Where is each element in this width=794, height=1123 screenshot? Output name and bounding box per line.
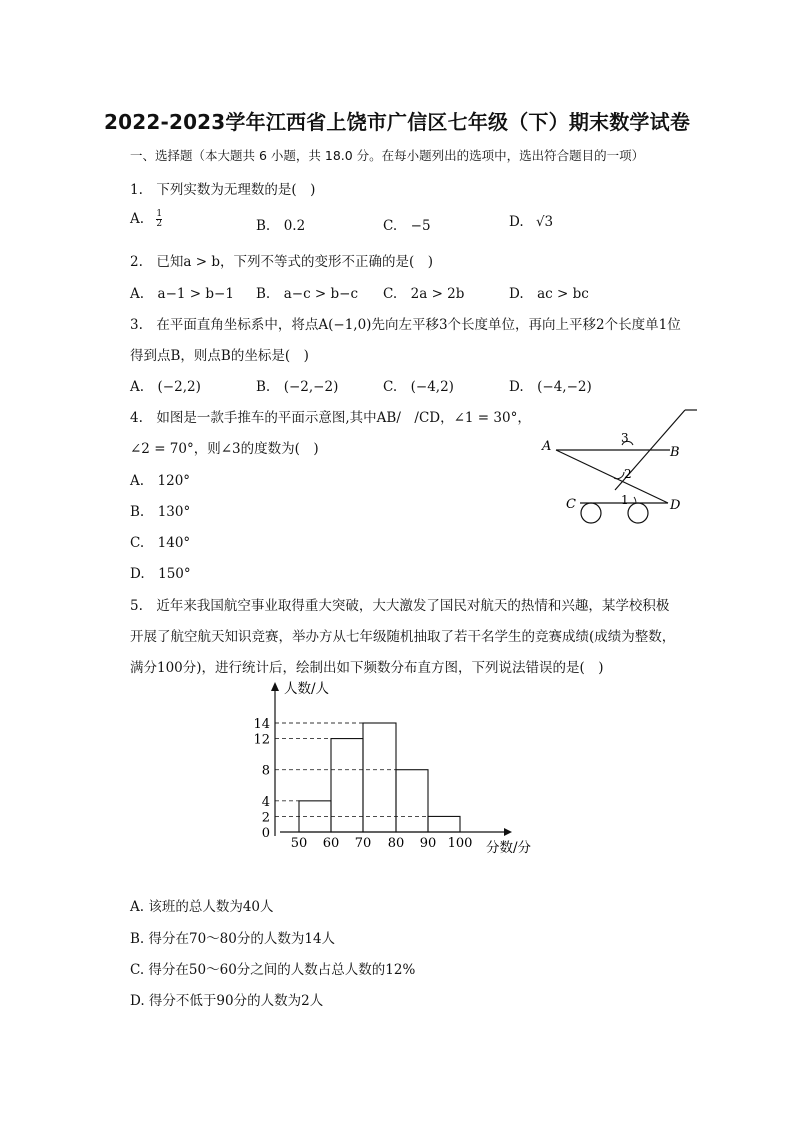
y-tick-labels <box>253 717 270 841</box>
cart-figure <box>530 400 700 530</box>
angle-1-arc <box>634 497 636 503</box>
q1-fraction-den: 2 <box>156 219 163 229</box>
q3-option-b[interactable]: B. (−2,−2) <box>256 379 339 395</box>
x-tick-70: 70 <box>354 836 372 851</box>
q1-option-a[interactable] <box>130 210 162 229</box>
y-tick-0: 0 <box>261 826 270 841</box>
y-tick-14: 14 <box>253 717 270 732</box>
q3-option-c[interactable]: C. (−4,2) <box>383 379 454 395</box>
q1-option-d-label: D. <box>509 214 524 230</box>
q4-option-b[interactable]: B. 130° <box>130 504 191 520</box>
x-tick-80: 80 <box>387 836 405 851</box>
q1-sqrt: √3 <box>535 214 554 230</box>
y-tick-12: 12 <box>253 732 270 748</box>
y-tick-4: 4 <box>261 794 270 810</box>
q5-option-c[interactable]: C. 得分在50～60分之间的人数占总人数的12% <box>130 962 416 978</box>
x-tick-60: 60 <box>322 836 340 851</box>
label-b: B <box>670 445 680 460</box>
label-angle-3: 3 <box>621 431 629 445</box>
q2-option-d[interactable]: D. ac > bc <box>509 286 589 302</box>
q3-option-d[interactable]: D. (−4,−2) <box>509 379 592 395</box>
q2-option-a[interactable]: A. a−1 > b−1 <box>130 286 234 302</box>
q2-option-b[interactable]: B. a−c > b−c <box>256 286 359 302</box>
y-tick-8: 8 <box>261 763 270 779</box>
q5-stem-line1: 5. 近年来我国航空事业取得重大突破，大大激发了国民对航天的热情和兴趣，某学校积极 <box>130 598 670 614</box>
y-axis-label: 人数/人 <box>284 681 330 697</box>
q2-stem: 2. 已知a > b，下列不等式的变形不正确的是( ) <box>130 254 433 270</box>
x-tick-100: 100 <box>447 836 473 851</box>
q4-option-d[interactable]: D. 150° <box>130 566 191 582</box>
x-tick-50: 50 <box>290 836 308 851</box>
q5-stem-line2: 开展了航空航天知识竞赛，举办方从七年级随机抽取了若干名学生的竞赛成绩(成绩为整数， <box>130 629 676 645</box>
frequency-histogram <box>250 676 560 862</box>
q2-option-c[interactable]: C. 2a > 2b <box>383 286 465 302</box>
q4-stem-line1: 4. 如图是一款手推车的平面示意图,其中AB/ /CD，∠1 = 30°， <box>130 410 531 426</box>
y-tick-2: 2 <box>261 810 270 826</box>
q1-fraction-num: 1 <box>156 209 163 219</box>
q3-stem-line1: 3. 在平面直角坐标系中，将点A(−1,0)先向左平移3个长度单位，再向上平移2个长度单1位 <box>130 317 681 333</box>
q3-stem-line2: 得到点B，则点B的坐标是( ) <box>130 348 309 364</box>
label-c: C <box>566 497 576 512</box>
q5-option-b[interactable]: B. 得分在70～80分的人数为14人 <box>130 931 336 947</box>
label-a: A <box>542 439 552 454</box>
q1-option-b[interactable]: B. 0.2 <box>256 218 306 234</box>
q1-stem: 1. 下列实数为无理数的是( ) <box>130 182 316 198</box>
q5-stem-line3: 满分100分)，进行统计后，绘制出如下频数分布直方图，下列说法错误的是( ) <box>130 660 604 676</box>
label-angle-1: 1 <box>621 493 629 507</box>
q5-option-a[interactable]: A. 该班的总人数为40人 <box>130 899 274 915</box>
q3-option-a[interactable]: A. (−2,2) <box>130 379 201 395</box>
exam-title: 2022-2023学年江西省上饶市广信区七年级（下）期末数学试卷 <box>103 110 691 134</box>
bar-90-100 <box>428 816 460 832</box>
line-ad <box>556 450 668 503</box>
bar-80-90 <box>396 770 428 832</box>
q1-option-d[interactable] <box>509 214 553 230</box>
x-tick-labels <box>291 836 473 851</box>
q5-option-d[interactable]: D. 得分不低于90分的人数为2人 <box>130 993 324 1009</box>
section-heading: 一、选择题（本大题共 6 小题，共 18.0 分。在每小题列出的选项中，选出符合题目的一项） <box>130 148 645 163</box>
x-axis-label: 分数/分 <box>486 840 532 856</box>
x-axis-arrow <box>504 828 512 836</box>
label-d: D <box>670 498 681 513</box>
q1-option-c[interactable]: C. −5 <box>383 218 431 234</box>
q1-fraction <box>156 210 162 229</box>
q1-option-a-label: A. <box>130 211 145 227</box>
q4-stem-line2: ∠2 = 70°，则∠3的度数为( ) <box>130 441 319 457</box>
q4-option-c[interactable]: C. 140° <box>130 535 191 551</box>
x-tick-90: 90 <box>419 836 437 851</box>
histogram-bars <box>299 723 460 832</box>
label-angle-2: 2 <box>624 467 632 481</box>
y-axis-arrow <box>271 682 279 691</box>
bar-70-80 <box>363 723 396 832</box>
bar-60-70 <box>331 739 363 832</box>
q4-option-a[interactable]: A. 120° <box>130 473 191 489</box>
wheel-left <box>581 503 601 523</box>
wheel-right <box>628 503 648 523</box>
